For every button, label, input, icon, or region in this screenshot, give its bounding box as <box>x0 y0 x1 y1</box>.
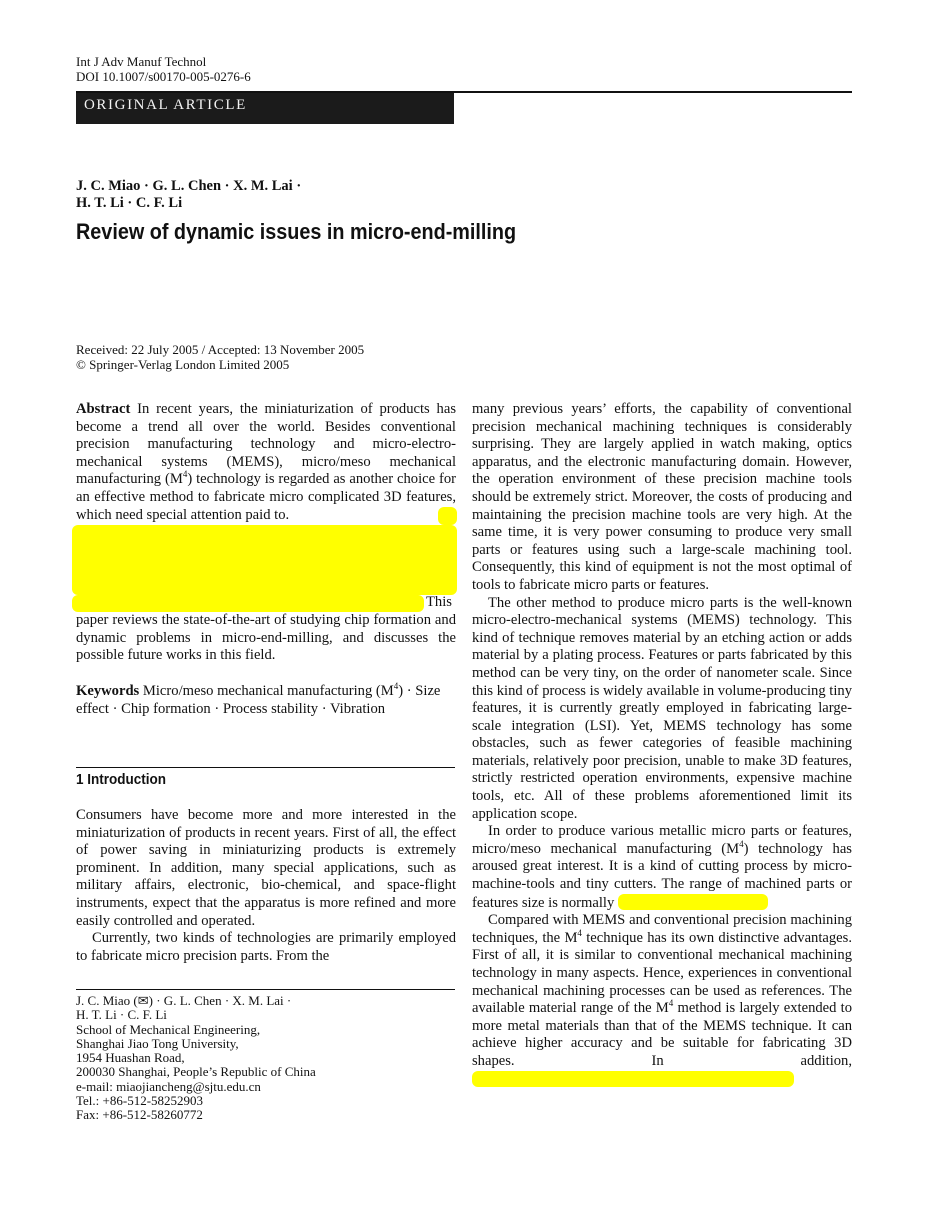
highlight-inline <box>618 894 768 910</box>
keywords-part-1: Micro/meso mechanical manufacturing (M <box>142 683 394 699</box>
authors-line-1: J. C. Miao · G. L. Chen · X. M. Lai · <box>76 178 302 194</box>
keywords <box>76 683 456 718</box>
abstract-this: This <box>426 594 452 610</box>
footnote-authors-1: J. C. Miao (✉) · G. L. Chen · X. M. Lai · <box>76 993 292 1008</box>
right-p4-sup: 4 <box>577 927 582 938</box>
highlight-block <box>72 525 457 595</box>
right-paragraph-4b: technique has its own distinctive advantages. First of all, it is similar to conventional mechanical machining technology in many aspects. Hence, experiences in conventional mechanical machining processes can be used as references. The available material range of the M <box>472 929 852 1017</box>
footnote-fax: Fax: +86-512-58260772 <box>76 1107 203 1123</box>
footnote-rule <box>76 989 455 990</box>
footnote-authors-2: H. T. Li · C. F. Li <box>76 1007 167 1023</box>
right-paragraph-4c: method is largely extended to more metal materials than that of the MEMS technique. It can achieve higher accuracy and be suitable for fabricating 3D shapes. In addition, <box>472 1000 852 1069</box>
right-p4-sup-2: 4 <box>668 998 674 1009</box>
copyright: © Springer-Verlag London Limited 2005 <box>76 357 290 372</box>
highlight-block-end <box>72 595 424 612</box>
abstract-text-2: ) technology is regarded as another choice for an effective method to fabricate micro complicated 3D features, which need special attention paid to. <box>76 471 456 523</box>
keywords-label: Keywords <box>76 683 140 699</box>
author-footnote <box>76 994 455 1123</box>
highlight-mark <box>438 507 457 525</box>
journal-name: Int J Adv Manuf Technol <box>76 54 207 69</box>
section-1-title: 1 Introduction <box>76 771 166 788</box>
highlight-inline-end <box>472 1071 794 1087</box>
abstract-sup: 4 <box>182 469 188 480</box>
footnote-dept: School of Mechanical Engineering, <box>76 1021 261 1037</box>
abstract <box>76 401 456 524</box>
right-column <box>472 401 852 1089</box>
right-paragraph-1: many previous years’ efforts, the capability of conventional precision mechanical machining techniques is considerably surprising. They are largely applied in watch making, optics apparatus, and the electronic manufacturing domain. However, the operation environment of these precision machine tools should be extremely strict. Moreover, the costs of producing and maintaining the precision machine tools are very high. At the same time, it is very power consuming to produce very small parts or features using such a large-scale machining tool. Consequently, this kind of equipment is not the most optimal of tools to fabricate micro parts or features. <box>472 401 852 593</box>
section-rule <box>76 767 455 768</box>
intro-paragraph-1: Consumers have become more and more interested in the miniaturization of products in recent years. First of all, the effect of power saving in miniaturizing products is extremely prominent. In addition, many special applications, such as military affairs, electronic, bio-chemical, and space-flight instruments, expect that the apparatus is more refined and more easily controlled and operated. <box>76 807 456 929</box>
keywords-sup: 4 <box>393 681 399 692</box>
paper-title: Review of dynamic issues in micro-end-milling <box>76 219 517 244</box>
keywords-part-2: ) · Size effect · Chip formation · Process stability · Vibration <box>76 683 441 717</box>
doi: DOI 10.1007/s00170-005-0276-6 <box>76 69 251 84</box>
footnote-univ: Shanghai Jiao Tong University, <box>76 1035 239 1051</box>
abstract-text-1: In recent years, the miniaturization of products has become a trend all over the world. Besides conventional precision manufacturing technology and micro-electro-mechanical systems (MEMS), micro/meso mechanical manufacturing (M <box>76 401 456 488</box>
authors-line-2: H. T. Li · C. F. Li <box>76 195 183 211</box>
introduction <box>76 807 456 965</box>
footnote-city: 200030 Shanghai, People’s Republic of China <box>76 1064 316 1080</box>
article-type: ORIGINAL ARTICLE <box>84 97 247 113</box>
footnote-street: 1954 Huashan Road, <box>76 1050 185 1066</box>
intro-paragraph-2: Currently, two kinds of technologies are primarily employed to fabricate micro precision parts. From the <box>76 930 456 964</box>
footnote-email: e-mail: miaojiancheng@sjtu.edu.cn <box>76 1078 261 1094</box>
footnote-tel: Tel.: +86-512-58252903 <box>76 1093 204 1109</box>
right-paragraph-3b: ) technology has aroused great interest. It is a kind of cutting process by micro-machine-tools and tiny cutters. The range of machined parts or features size is normally <box>472 840 852 911</box>
right-p3-sup: 4 <box>739 838 744 849</box>
right-paragraph-4a: Compared with MEMS and conventional precision machining techniques, the M <box>472 912 852 946</box>
abstract-text-3: paper reviews the state-of-the-art of studying chip formation and dynamic problems in micro-end-milling, and discusses the possible future works in this field. <box>76 612 456 664</box>
received-dates: Received: 22 July 2005 / Accepted: 13 November 2005 <box>76 342 365 357</box>
right-paragraph-2: The other method to produce micro parts is the well-known micro-electro-mechanical systems (MEMS) technology. This kind of technique removes material by an etching action or adds material by a plating process. Features or parts fabricated by this method can be very tiny, on the order of nanometer scale. Since this kind of process is widely available in volume-producing tiny features, it is currently greatly employed in fabricating large-scale integration (LSI). Yet, MEMS technology has some obstacles, such as fewer categories of feasible machining materials, relatively poor precision, unable to make 3D features, strictly restricted operation environments, expensive machine tools, etc. All of these problems aforementioned limit its application scope. <box>472 594 852 822</box>
abstract-label: Abstract <box>76 401 131 417</box>
abstract-continued <box>76 612 456 665</box>
right-paragraph-3a: In order to produce various metallic micro parts or features, micro/meso mechanical manufacturing (M <box>472 823 852 857</box>
